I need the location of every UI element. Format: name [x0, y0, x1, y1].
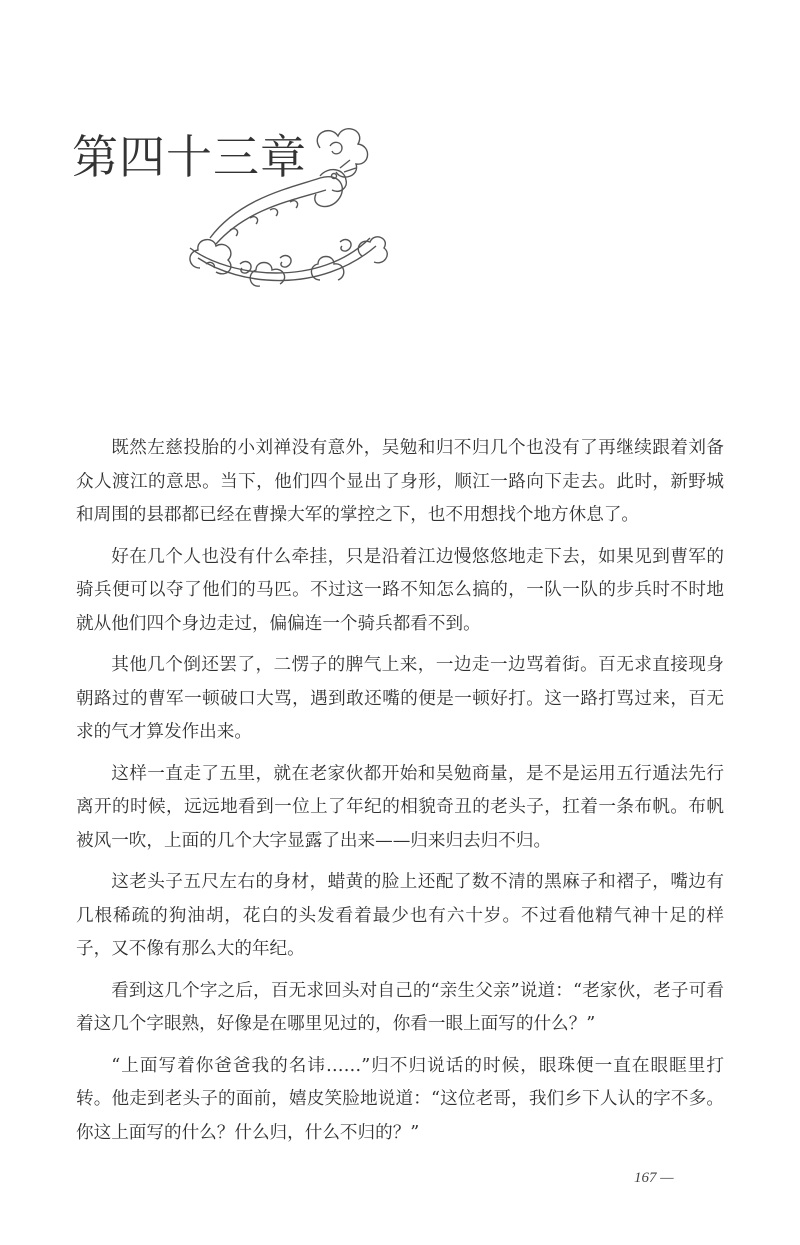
- paragraph: 这样一直走了五里，就在老家伙都开始和吴勉商量，是不是运用五行遁法先行离开的时候，远远地看到一位上了年纪的相貌奇丑的老头子，扛着一条布帆。布帆被风一吹，上面的几个大字显露了出来——归来归去归不归。: [76, 763, 724, 851]
- page-number: 167 —: [634, 1170, 674, 1186]
- chapter-title: 第四十三章: [72, 130, 307, 184]
- chapter-body: [76, 432, 724, 1158]
- paragraph: 好在几个人也没有什么牵挂，只是沿着江边慢悠悠地走下去，如果见到曹军的骑兵便可以夺了他们的马匹。不过这一路不知怎么搞的，一队一队的步兵时不时地就从他们四个身边走过，偏偏连一个骑兵都看不到。: [76, 546, 724, 634]
- paragraph: 看到这几个字之后，百无求回头对自己的“亲生父亲”说道：“老家伙，老子可看着这几个字眼熟，好像是在哪里见过的，你看一眼上面写的什么？”: [76, 980, 724, 1034]
- paragraph: 既然左慈投胎的小刘禅没有意外，吴勉和归不归几个也没有了再继续跟着刘备众人渡江的意思。当下，他们四个显出了身形，顺江一路向下走去。此时，新野城和周围的县郡都已经在曹操大军的掌控之下，也不用想找个地方休息了。: [76, 438, 724, 525]
- paragraph: “上面写着你爸爸我的名讳……”归不归说话的时候，眼珠便一直在眼眶里打转。他走到老头子的面前，嬉皮笑脸地说道：“这位老哥，我们乡下人认的字不多。你这上面写的什么？什么归，什么不归的？”: [76, 1055, 724, 1143]
- dragon-cloud-ornament-icon: [170, 118, 390, 298]
- paragraph: 这老头子五尺左右的身材，蜡黄的脸上还配了数不清的黑麻子和褶子，嘴边有几根稀疏的狗油胡，花白的头发看着最少也有六十岁。不过看他精气神十足的样子，又不像有那么大的年纪。: [76, 872, 724, 959]
- paragraph: 其他几个倒还罢了，二愣子的脾气上来，一边走一边骂着街。百无求直接现身朝路过的曹军一顿破口大骂，遇到敢还嘴的便是一顿好打。这一路打骂过来，百无求的气才算发作出来。: [76, 655, 724, 742]
